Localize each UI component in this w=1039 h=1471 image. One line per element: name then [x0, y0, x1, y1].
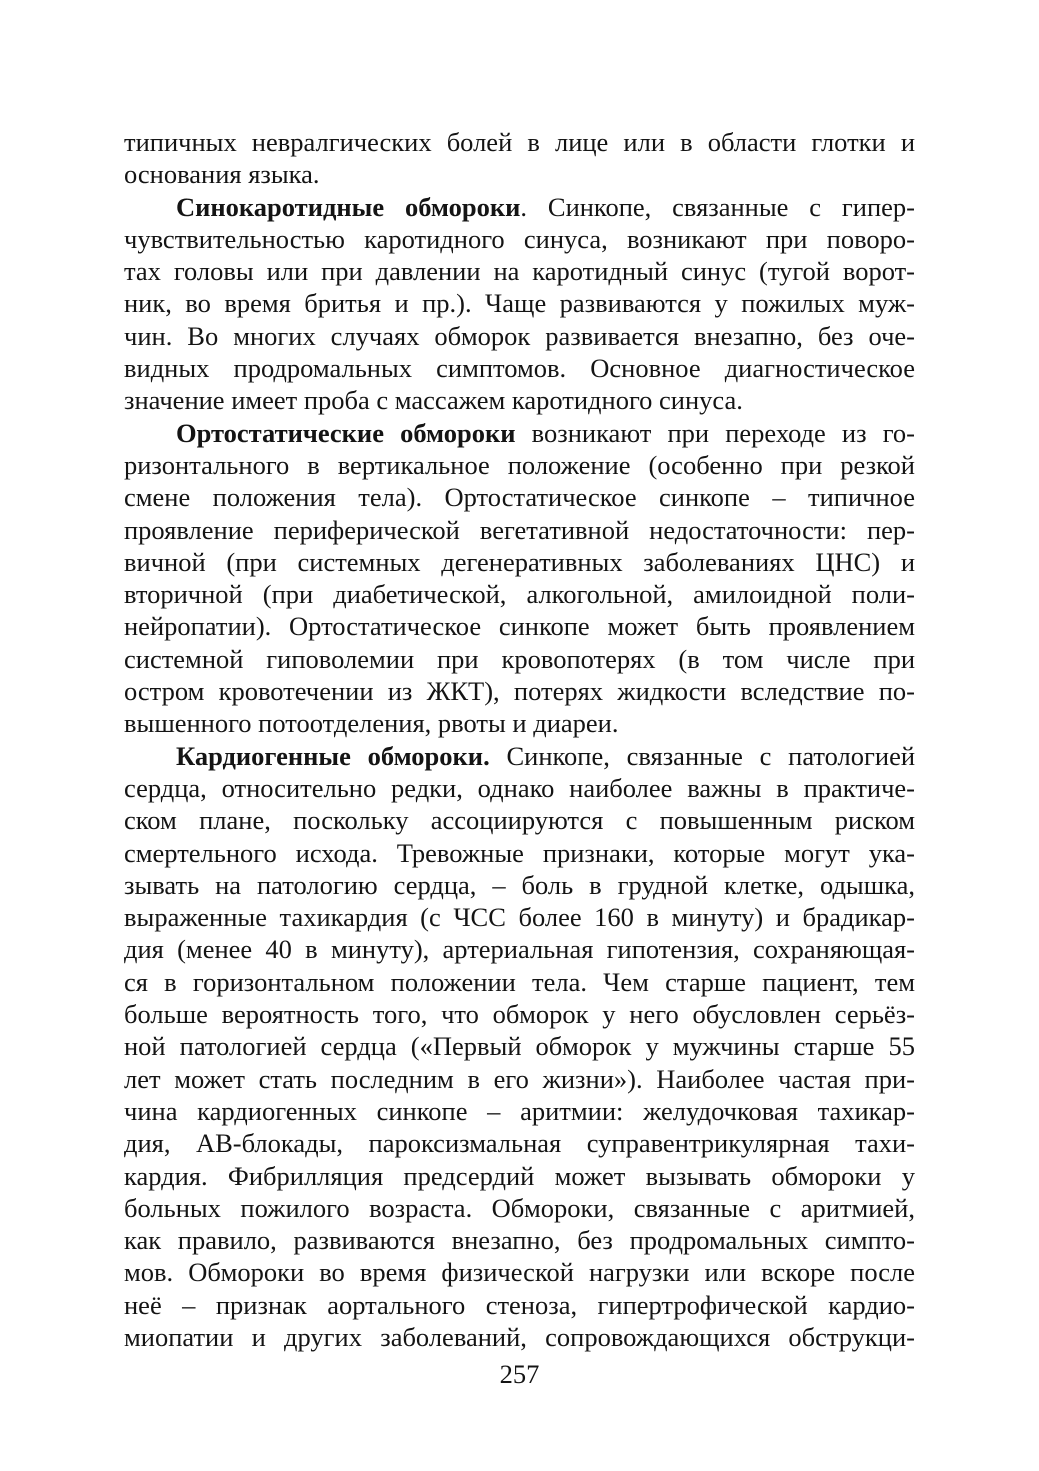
text-line: нейропатии). Ортостатическое синкопе может быть проявлением [124, 611, 915, 642]
term-sinocarotid-syncope: Синокаротидные обмороки [176, 191, 521, 222]
text-line: ник, во время бритья и пр.). Чаще развиваются у пожилых муж- [124, 288, 915, 319]
term-orthostatic-syncope: Ортостатические обмороки [176, 417, 516, 448]
text-line: чувствительностью каротидного синуса, возникают при поворо- [124, 223, 915, 254]
text-line [124, 417, 915, 449]
text-line: вичной (при системных дегенеративных заболеваниях ЦНС) и [124, 546, 915, 577]
paragraph-glossopharyngeal-continuation [124, 126, 915, 191]
text-line: ся в горизонтальном положении тела. Чем старше пациент, тем [124, 966, 915, 997]
text-line: дия, АВ-блокады, пароксизмальная суправентрикулярная тахи- [124, 1128, 915, 1159]
text-line: чин. Во многих случаях обморок развивается внезапно, без оче- [124, 320, 915, 351]
text-line: дия (менее 40 в минуту), артериальная гипотензия, сохраняющая- [124, 934, 915, 965]
text-line [124, 740, 915, 772]
text-line: ском плане, поскольку ассоциируются с повышенным риском [124, 805, 915, 836]
text-line: неё – признак аортального стеноза, гипертрофической кардио- [124, 1289, 915, 1320]
text-line: чина кардиогенных синкопе – аритмии: желудочковая тахикар- [124, 1095, 915, 1126]
text-line: смертельного исхода. Тревожные признаки, которые могут ука- [124, 837, 915, 868]
text-line: вторичной (при диабетической, алкогольной, амилоидной поли- [124, 579, 915, 610]
text-line: лет может стать последним в его жизни»). Наиболее частая при- [124, 1063, 915, 1094]
text-run: Синкопе, связанные с патологией [489, 740, 916, 771]
text-line: больше вероятность того, что обморок у него обусловлен серьёз- [124, 999, 915, 1030]
text-line: вышенного потоотделения, рвоты и диареи. [124, 708, 619, 739]
text-line: тах головы или при давлении на каротидный синус (тугой ворот- [124, 256, 915, 287]
text-line: проявление периферической вегетативной недостаточности: пер- [124, 514, 915, 545]
text-run: . Синкопе, связанные с гипер- [520, 191, 915, 222]
text-line: ризонтального в вертикальное положение (особенно при резкой [124, 449, 915, 480]
page-body [124, 126, 915, 1353]
paragraph-cardiogenic-syncope [124, 740, 915, 1354]
paragraph-sinocarotid-syncope [124, 191, 915, 417]
text-line: остром кровотечении из ЖКТ), потерях жидкости вследствие по- [124, 676, 915, 707]
text-line: сердца, относительно редки, однако наиболее важны в практиче- [124, 772, 915, 803]
page-number: 257 [499, 1359, 540, 1389]
text-line: ной патологией сердца («Первый обморок у мужчины старше 55 [124, 1031, 915, 1062]
text-line: типичных невралгических болей в лице или в области глотки и [124, 127, 915, 157]
paragraph-orthostatic-syncope [124, 417, 915, 740]
text-line: кардия. Фибрилляция предсердий может вызывать обмороки у [124, 1160, 915, 1191]
text-line: как правило, развиваются внезапно, без продромальных симпто- [124, 1225, 915, 1256]
text-line: миопатии и других заболеваний, сопровождающихся обструкци- [124, 1321, 915, 1352]
text-line: видных продромальных симптомов. Основное диагностическое [124, 353, 915, 384]
text-line: мов. Обмороки во время физической нагрузки или вскоре после [124, 1257, 915, 1288]
text-run: возникают при переходе из го- [515, 417, 915, 448]
text-line: больных пожилого возраста. Обмороки, связанные с аритмией, [124, 1192, 915, 1223]
text-line: основания языка. [124, 159, 320, 190]
text-line: смене положения тела). Ортостатическое синкопе – типичное [124, 482, 915, 513]
text-line: выраженные тахикардия (с ЧСС более 160 в минуту) и брадикар- [124, 902, 915, 933]
term-cardiogenic-syncope: Кардиогенные обмороки. [176, 740, 490, 771]
text-line: зывать на патологию сердца, – боль в грудной клетке, одышка, [124, 869, 915, 900]
text-line: системной гиповолемии при кровопотерях (в том числе при [124, 643, 915, 674]
text-line: значение имеет проба с массажем каротидного синуса. [124, 385, 743, 416]
text-line [124, 191, 915, 223]
